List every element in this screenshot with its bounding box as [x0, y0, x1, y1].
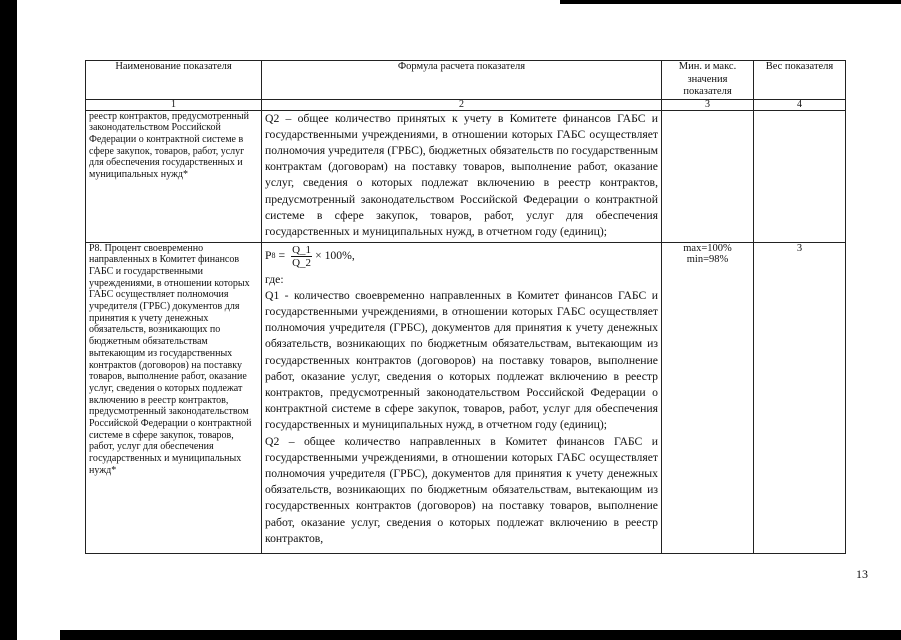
- indicator-name-cell: [86, 242, 262, 553]
- header-minmax: Мин. и макс. значения показателя: [662, 61, 754, 100]
- formula-fraction: [291, 244, 312, 269]
- table-row: [86, 110, 846, 242]
- formula-cell: [262, 242, 662, 553]
- header-formula: Формула расчета показателя: [262, 61, 662, 100]
- q2-definition: Q2 – общее количество направленных в Комитет финансов ГАБС и государственными учреждениями, в отношении которых ГАБС осуществляет полномочия учредителя (ГРБС), документов для принятия к учету денежных обязательств, возникающих по бюджетным обязательствам, вытекающим из государственных контрактов (договоров) на поставку товаров, выполнение работ, оказание услуг, сведения о которых подлежат включению в реестр контрактов,: [265, 434, 658, 545]
- indicators-table: [85, 60, 846, 554]
- column-number: 1: [86, 99, 262, 110]
- formula-expression: [265, 243, 658, 271]
- formula-tail: × 100%,: [315, 249, 355, 263]
- minmax-cell: [662, 242, 754, 553]
- scan-edge-bottom: [60, 630, 901, 640]
- column-number: 4: [754, 99, 846, 110]
- scan-edge-top: [560, 0, 901, 4]
- indicator-name-cell: реестр контрактов, предусмотренный законодательством Российской Федерации о контрактной системе в сфере закупок, товаров, работ, услуг для обеспечения государственных и муниципальных нужд*: [86, 110, 262, 242]
- formula-equals: =: [278, 249, 286, 263]
- formula-lhs: Р: [265, 249, 272, 263]
- formula-cell: [262, 110, 662, 242]
- column-number: 2: [262, 99, 662, 110]
- max-value: max=100%: [683, 242, 732, 254]
- column-number-row: [86, 99, 846, 110]
- minmax-cell: [662, 110, 754, 242]
- where-label: где:: [265, 272, 284, 286]
- q1-definition: Q1 - количество своевременно направленных в Комитет финансов ГАБС и государственными учреждениями, в отношении которых ГАБС осуществляет полномочия учредителя (ГРБС), документов для принятия к учету денежных обязательств, возникающих по бюджетным обязательствам, вытекающим из государственных контрактов (договоров) на поставку товаров, выполнение работ, оказание услуг, сведения о которых подлежат включению в реестр контрактов, предусмотренный законодательством Российской Федерации о контрактной системе в сфере закупок, товаров, работ, услуг для обеспечения государственных и муниципальных нужд, в отчетном году (единиц);: [265, 288, 658, 432]
- column-number: 3: [662, 99, 754, 110]
- fraction-numerator: Q_1: [292, 244, 312, 256]
- min-value: min=98%: [686, 254, 729, 265]
- table-header-row: [86, 61, 846, 100]
- weight-cell: 3: [754, 242, 846, 553]
- scan-edge-left: [0, 0, 17, 640]
- table-row: [86, 242, 846, 553]
- indicator-name-text: Р8. Процент своевременно направленных в Комитет финансов ГАБС и государственными учреждениями, в отношении которых ГАБС осуществляет полномочия учредителя (ГРБС) документов для принятия к учету денежных обязательств, возникающих по бюджетным обязательствам вытекающим из государственных контрактов (договоров) на поставку товаров, выполнение работ, оказание услуг, сведения о которых подлежат включению в реестр контрактов, предусмотренный законодательством Российской Федерации о контрактной системе в сфере закупок, товаров, работ, услуг для обеспечения государственных и муниципальных нужд*: [89, 242, 252, 476]
- weight-cell: [754, 110, 846, 242]
- header-name: Наименование показателя: [86, 61, 262, 100]
- q2-definition: Q2 – общее количество принятых к учету в Комитете финансов ГАБС и государственными учреждениями, в отношении которых ГАБС осуществляет полномочия учредителя (ГРБС), бюджетных обязательств по государственным контрактам (договорам) на поставку товаров, выполнение работ, оказание услуг, сведения о которых подлежат включению в реестр контрактов, предусмотренный законодательством Российской Федерации о контрактной системе в сфере закупок, товаров, работ, услуг для обеспечения государственных и муниципальных нужд, в отчетном году (единиц);: [265, 111, 658, 238]
- fraction-denominator: Q_2: [292, 257, 312, 269]
- header-weight: Вес показателя: [754, 61, 846, 100]
- formula-clip: [265, 243, 658, 547]
- formula-subscript: 8: [271, 251, 276, 261]
- page-number: 13: [856, 567, 868, 581]
